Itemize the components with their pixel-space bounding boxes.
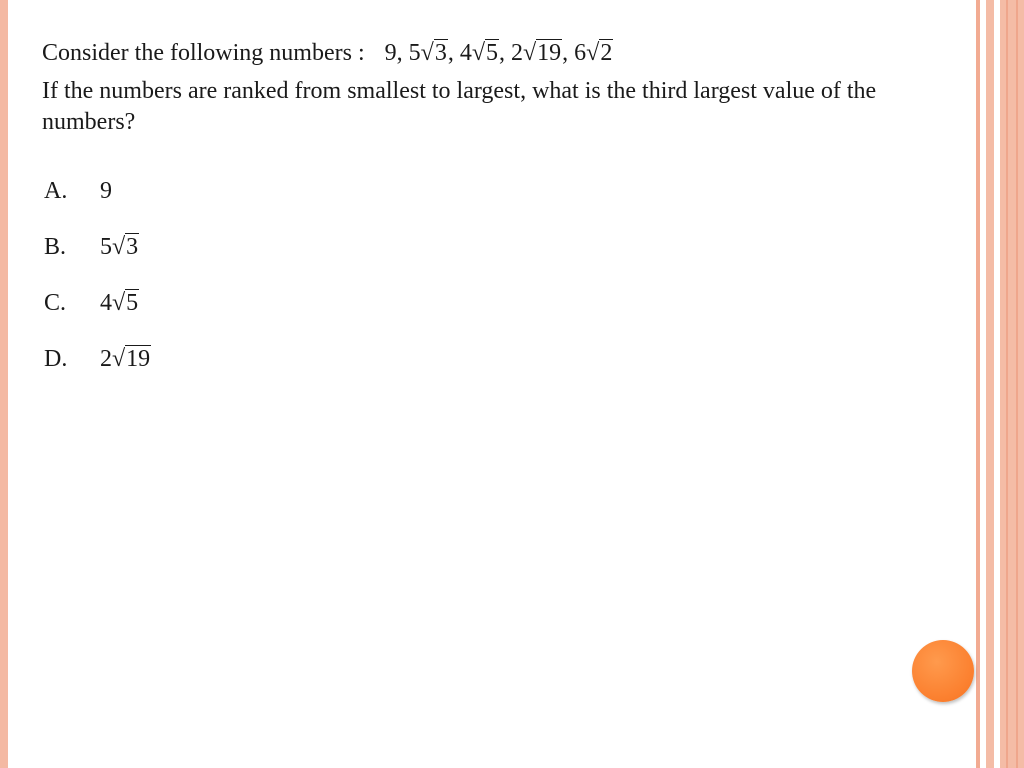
square-root-sign: √ [471, 40, 485, 66]
radicand: 3 [434, 40, 447, 66]
option-value [100, 288, 139, 318]
coefficient: 9 [384, 40, 397, 66]
number-item [409, 36, 448, 70]
answer-option-d[interactable] [42, 344, 942, 400]
coefficient: 9 [100, 178, 112, 204]
coefficient: 6 [574, 40, 587, 66]
option-letter: C. [44, 290, 67, 316]
answer-option-c[interactable] [42, 288, 942, 344]
numbers-line [42, 36, 942, 70]
numbers-list [385, 40, 614, 66]
square-root-sign: √ [420, 40, 434, 66]
orange-circle-decoration [912, 640, 974, 702]
question-text: If the numbers are ranked from smallest to largest, what is the third largest value of the numbers? [42, 78, 877, 135]
coefficient: 5 [408, 40, 421, 66]
radicand: 5 [126, 290, 139, 316]
left-accent-bar [0, 0, 8, 768]
answer-options [42, 176, 942, 400]
coefficient: 2 [100, 346, 112, 372]
comma-separator: , [447, 40, 454, 66]
number-item [385, 36, 397, 70]
coefficient: 4 [100, 290, 112, 316]
option-value [100, 344, 151, 374]
option-value [100, 232, 139, 262]
square-root-sign: √ [522, 40, 537, 66]
square-root-sign: √ [112, 346, 126, 372]
comma-separator: , [498, 40, 505, 66]
radicand: 19 [126, 346, 151, 372]
option-letter: B. [44, 234, 67, 260]
radicand: 2 [600, 40, 613, 66]
answer-option-b[interactable] [42, 232, 942, 288]
radicand: 5 [485, 40, 498, 66]
coefficient: 4 [459, 40, 472, 66]
number-item [511, 36, 562, 70]
square-root-sign: √ [112, 234, 126, 260]
radicand: 19 [537, 40, 562, 66]
slide-content [42, 36, 942, 400]
answer-option-a[interactable] [42, 176, 942, 232]
comma-separator: , [396, 40, 403, 66]
prompt-label: Consider the following numbers : [42, 40, 365, 66]
coefficient: 2 [510, 40, 523, 66]
radicand: 3 [126, 234, 139, 260]
square-root-sign: √ [586, 40, 600, 66]
option-letter: D. [44, 346, 68, 372]
comma-separator: , [562, 40, 569, 66]
right-decorative-stripes [976, 0, 1024, 768]
square-root-sign: √ [112, 290, 126, 316]
option-letter: A. [44, 178, 68, 204]
number-item [574, 36, 613, 70]
coefficient: 5 [100, 234, 112, 260]
number-item [460, 36, 499, 70]
option-value [100, 176, 112, 206]
